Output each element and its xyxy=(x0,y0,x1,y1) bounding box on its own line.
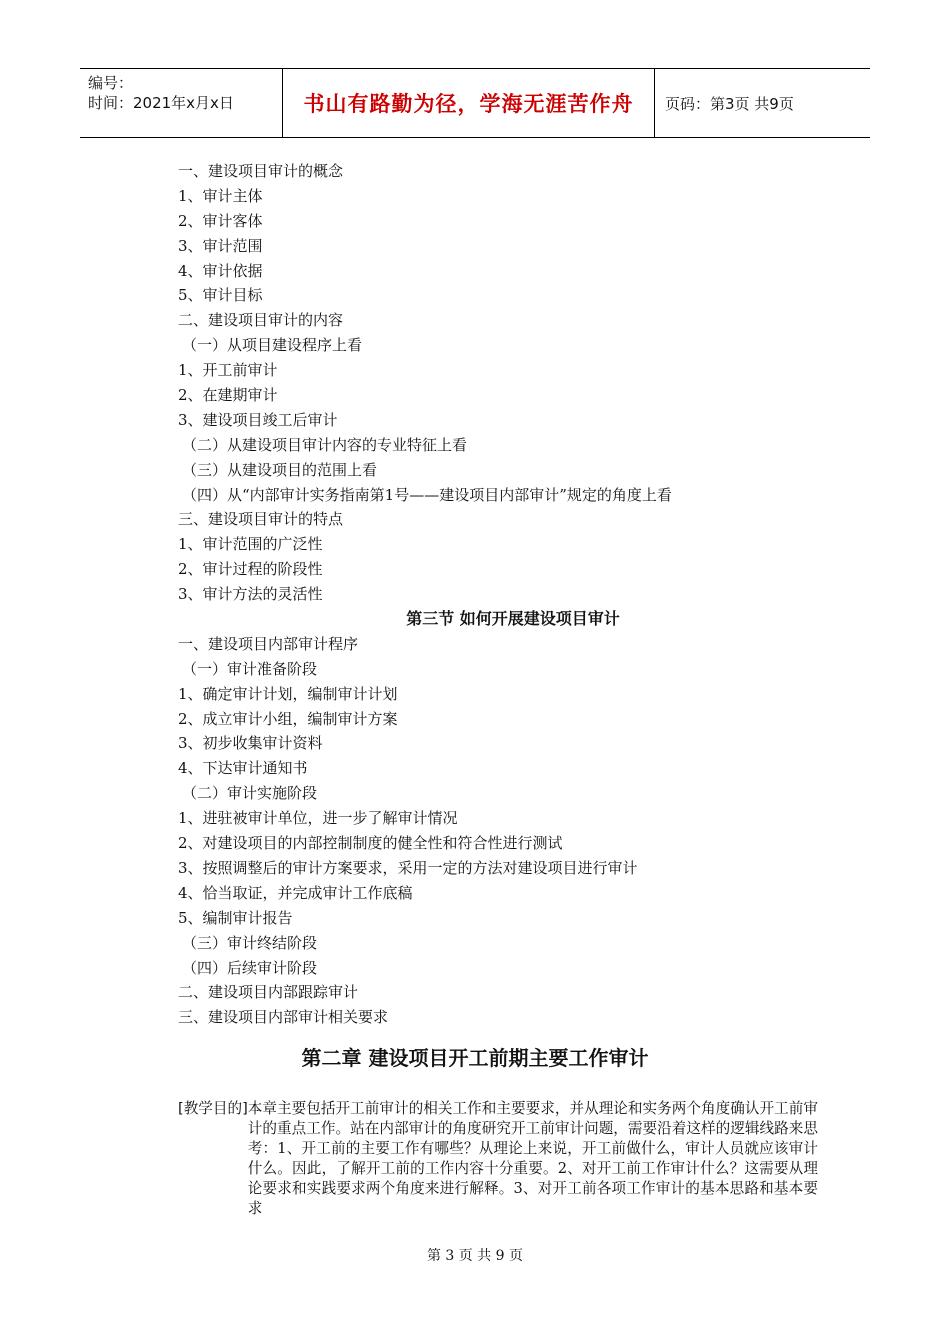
header-motto: 书山有路勤为径，学海无涯苦作舟 xyxy=(303,92,634,116)
page-header xyxy=(80,68,870,138)
outline-item: 3、审计范围 xyxy=(178,236,263,255)
outline-item: 2、审计过程的阶段性 xyxy=(178,560,323,579)
outline-item: 一、建设项目内部审计程序 xyxy=(178,634,359,653)
outline-item: 2、对建设项目的内部控制制度的健全性和符合性进行测试 xyxy=(178,834,563,853)
page-footer: 第 3 页 共 9 页 xyxy=(426,1248,524,1264)
outline-item: 二、建设项目内部跟踪审计 xyxy=(178,983,359,1002)
header-motto-cell xyxy=(282,69,655,137)
outline-item: 1、审计范围的广泛性 xyxy=(178,535,323,554)
outline-item: 4、恰当取证，并完成审计工作底稿 xyxy=(178,883,413,902)
outline-item: （四）从“内部审计实务指南第1号——建设项目内部审计”规定的角度上看 xyxy=(182,485,672,504)
outline-item: （三）从建设项目的范围上看 xyxy=(182,460,378,479)
chapter-title: 第二章 建设项目开工前期主要工作审计 xyxy=(301,1046,649,1070)
header-page-label: 页码：第3页 共9页 xyxy=(665,94,794,113)
outline-item: 5、审计目标 xyxy=(178,286,263,305)
document-outline xyxy=(178,159,818,1030)
objective-text: 本章主要包括开工前审计的相关工作和主要要求，并从理论和实务两个角度确认开工前审计的重点工作。站在内部审计的角度研究开工前审计问题，需要沿着这样的逻辑线路来思考：1、开工前的主要工作有哪些？从理论上来说，开工前做什么，审计人员就应该审计什么。因此，了解开工前的工作内容十分重要。2、对开工前工作审计什么？这需要从理论要求和实践要求两个角度来进行解释。3、对开工前各项工作审计的基本思路和基本要求 xyxy=(247,1100,818,1217)
outline-item: （三）审计终结阶段 xyxy=(182,933,318,952)
outline-item: 三、建设项目内部审计相关要求 xyxy=(178,1008,389,1027)
outline-item: （四）后续审计阶段 xyxy=(182,958,318,977)
header-meta xyxy=(80,69,282,137)
objective-label: [教学目的] xyxy=(178,1100,248,1117)
outline-item: 2、成立审计小组，编制审计方案 xyxy=(178,709,398,728)
outline-item: 4、审计依据 xyxy=(178,261,263,280)
outline-item: （二）审计实施阶段 xyxy=(182,784,318,803)
outline-item: 1、开工前审计 xyxy=(178,361,278,380)
outline-item: 3、初步收集审计资料 xyxy=(178,734,323,753)
section-heading: 第三节 如何开展建设项目审计 xyxy=(406,609,620,629)
outline-item: 二、建设项目审计的内容 xyxy=(178,311,344,330)
outline-item: 一、建设项目审计的概念 xyxy=(178,162,344,180)
outline-item: 3、按照调整后的审计方案要求，采用一定的方法对建设项目进行审计 xyxy=(178,858,638,877)
outline-item: 3、建设项目竣工后审计 xyxy=(178,410,338,429)
outline-item: 1、确定审计计划，编制审计计划 xyxy=(178,684,398,703)
outline-item: 1、进驻被审计单位，进一步了解审计情况 xyxy=(178,809,458,828)
teaching-objective xyxy=(178,1099,818,1219)
outline-item: 3、审计方法的灵活性 xyxy=(178,585,323,604)
outline-item: 4、下达审计通知书 xyxy=(178,759,308,778)
doc-number-label: 编号： xyxy=(88,74,134,92)
outline-item: 1、审计主体 xyxy=(178,186,263,205)
outline-item: 2、在建期审计 xyxy=(178,386,278,405)
outline-item: 5、编制审计报告 xyxy=(178,908,293,927)
outline-item: （二）从建设项目审计内容的专业特征上看 xyxy=(182,435,468,454)
outline-item: （一）从项目建设程序上看 xyxy=(182,336,363,355)
outline-item: 2、审计客体 xyxy=(178,211,263,230)
header-page-cell xyxy=(655,69,870,137)
doc-date-label: 时间：2021年x月x日 xyxy=(88,94,234,112)
outline-item: 三、建设项目审计的特点 xyxy=(178,510,344,529)
outline-item: （一）审计准备阶段 xyxy=(182,659,318,678)
